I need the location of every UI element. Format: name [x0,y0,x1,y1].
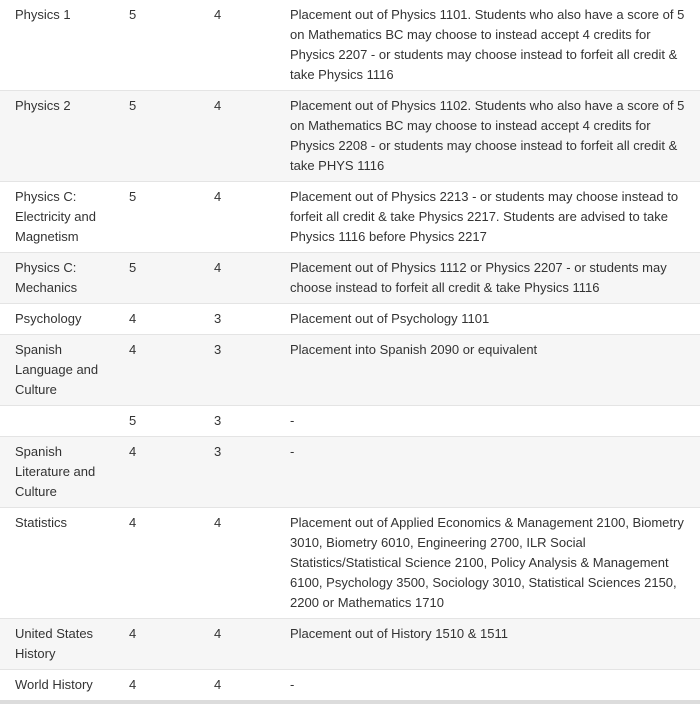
placement-cell: Placement out of Physics 1112 or Physics 2207 - or students may choose instead to forfeit all credit & take Physics 1116 [275,253,700,304]
subject-cell: World History [0,670,113,703]
score-cell: 5 [113,182,199,253]
score-cell: 4 [113,670,199,703]
table-row [0,508,700,619]
placement-cell: Placement out of Physics 2213 - or students may choose instead to forfeit all credit & take Physics 2217. Students are advised to take Physics 1116 before Physics 2217 [275,182,700,253]
score-cell: 4 [113,437,199,508]
credits-cell [199,508,275,619]
subject-cell: Physics 2 [0,91,113,182]
subject-cell: Physics C: Mechanics [0,253,113,304]
placement-cell: Placement out of Physics 1101. Students who also have a score of 5 on Mathematics BC may choose to instead accept 4 credits for Physics 2207 - or students may choose instead to forfeit all credit & take Physics 1116 [275,0,700,91]
subject-cell [0,406,113,437]
score-cell: 4 [113,508,199,619]
credits-cell [199,304,275,335]
placement-cell: - [275,670,700,703]
credits-cell [199,335,275,406]
credits-value: 3 [214,311,222,326]
credits-value: 4 [214,98,222,113]
subject-cell: Physics C: Electricity and Magnetism [0,182,113,253]
table-row [0,437,700,508]
subject-cell: United States History [0,619,113,670]
credits-cell [199,670,275,703]
credits-value: 4 [214,515,222,530]
score-cell: 4 [113,335,199,406]
score-cell: 4 [113,304,199,335]
placement-cell: Placement out of History 1510 & 1511 [275,619,700,670]
credits-cell [199,406,275,437]
table-row [0,304,700,335]
table-row [0,335,700,406]
placement-cell: - [275,437,700,508]
placement-cell: - [275,406,700,437]
table-row [0,0,700,91]
credits-value: 3 [214,444,222,459]
credits-value: 4 [214,260,222,275]
credits-value: 4 [214,626,222,641]
placement-cell: Placement out of Applied Economics & Management 2100, Biometry 3010, Biometry 6010, Engineering 2700, ILR Social Statistics/Statistical Science 2100, Policy Analysis & Management 6100, Psychology 3500, Sociology 3010, Statistical Sciences 2150, 2200 or Mathematics 1710 [275,508,700,619]
subject-cell: Psychology [0,304,113,335]
credits-cell [199,0,275,91]
subject-cell: Physics 1 [0,0,113,91]
score-cell: 4 [113,619,199,670]
credits-cell [199,91,275,182]
subject-cell: Statistics [0,508,113,619]
score-cell: 5 [113,253,199,304]
credits-value: 4 [214,677,222,692]
subject-cell: Spanish Literature and Culture [0,437,113,508]
credits-cell [199,182,275,253]
credits-cell [199,437,275,508]
score-cell: 5 [113,0,199,91]
placement-cell: Placement out of Physics 1102. Students who also have a score of 5 on Mathematics BC may choose to instead accept 4 credits for Physics 2208 - or students may choose instead to forfeit all credit & take PHYS 1116 [275,91,700,182]
table-row [0,670,700,703]
credits-value: 4 [214,7,222,22]
table-row [0,91,700,182]
score-cell: 5 [113,91,199,182]
table-row [0,406,700,437]
subject-cell: Spanish Language and Culture [0,335,113,406]
credits-value: 4 [214,189,222,204]
credits-cell [199,619,275,670]
placement-cell: Placement into Spanish 2090 or equivalent [275,335,700,406]
credits-cell [199,253,275,304]
table-row [0,253,700,304]
placement-cell: Placement out of Psychology 1101 [275,304,700,335]
table-row [0,619,700,670]
score-cell: 5 [113,406,199,437]
credits-value: 3 [214,413,222,428]
table-row [0,182,700,253]
credits-value: 3 [214,342,222,357]
